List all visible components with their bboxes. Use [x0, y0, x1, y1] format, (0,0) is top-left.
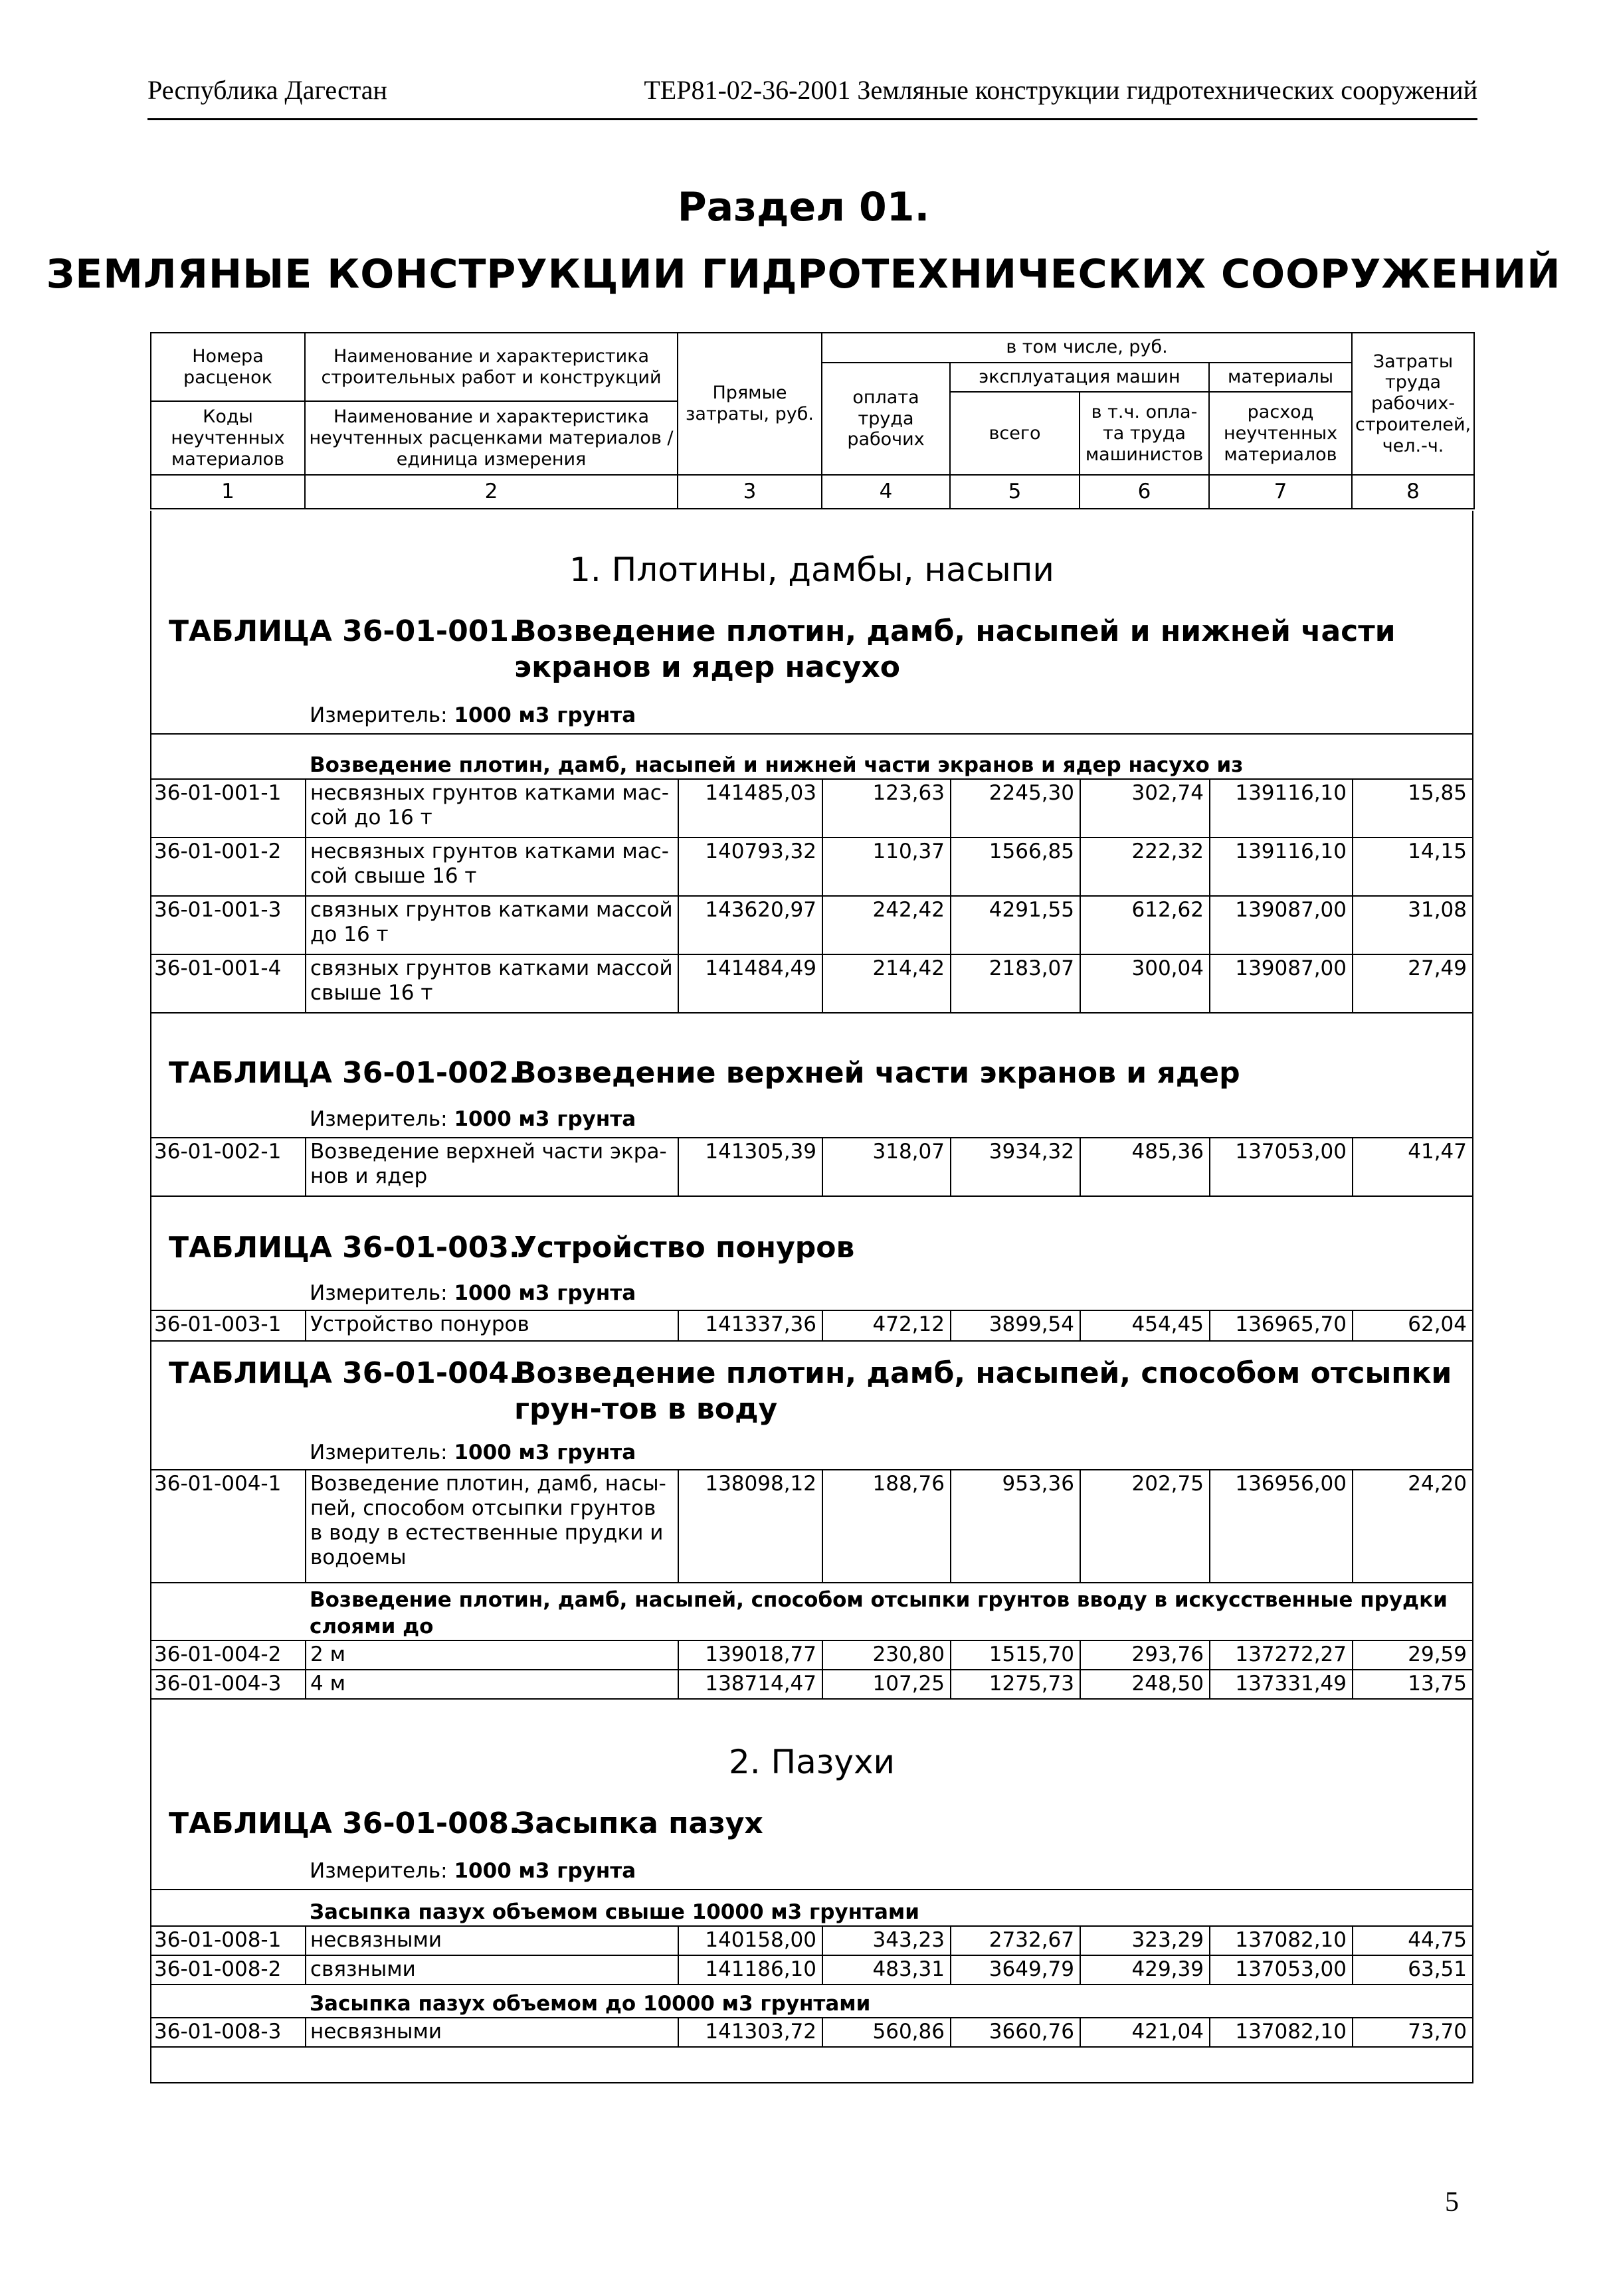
table-title — [169, 1230, 1471, 1266]
rate-code: 36-01-008-2 — [151, 1955, 306, 1985]
running-header — [147, 66, 1477, 120]
direct-costs: 140793,32 — [678, 838, 822, 896]
machines-labor: 302,74 — [1080, 779, 1210, 838]
table-row — [151, 1138, 1472, 1196]
materials: 137082,10 — [1210, 2018, 1353, 2047]
rate-name: Возведение верхней части экра-нов и ядер — [306, 1138, 678, 1196]
table-title — [169, 1356, 1471, 1429]
rate-code: 36-01-008-1 — [151, 1926, 306, 1955]
rate-code: 36-01-004-2 — [151, 1640, 306, 1670]
table-row — [151, 2018, 1472, 2047]
header-name-top: Наименование и характеристика строительных работ и конструкций — [305, 333, 678, 401]
rate-name: Устройство понуров — [306, 1310, 678, 1341]
header-machines-labor: в т.ч. опла-та труда машинистов — [1080, 392, 1209, 475]
machines-total: 1566,85 — [951, 838, 1080, 896]
machines-labor: 485,36 — [1080, 1138, 1210, 1196]
measure-label: Измеритель: — [310, 703, 448, 727]
materials: 137082,10 — [1210, 1926, 1353, 1955]
table-row — [151, 1310, 1472, 1341]
rate-code: 36-01-004-1 — [151, 1470, 306, 1583]
machines-total: 4291,55 — [951, 896, 1080, 954]
labor-hours: 24,20 — [1353, 1470, 1472, 1583]
table-row — [151, 896, 1472, 954]
group-title: 1. Плотины, дамбы, насыпи — [569, 551, 1054, 589]
table-code: ТАБЛИЦА 36-01-001. — [169, 614, 520, 648]
table-code: ТАБЛИЦА 36-01-008. — [169, 1807, 520, 1840]
rate-name: несвязных грунтов катками мас-сой до 16 т — [306, 779, 678, 838]
rate-name: несвязными — [306, 1926, 678, 1955]
rate-name: несвязных грунтов катками мас-сой свыше 16 т — [306, 838, 678, 896]
header-labor-pay: оплата труда рабочих — [822, 363, 950, 476]
section-label: Раздел 01. — [677, 184, 930, 230]
document-title: ТЕР81-02-36-2001 Земляные конструкции гидротехнических сооружений — [644, 75, 1477, 105]
machines-labor: 429,39 — [1080, 1955, 1210, 1985]
direct-costs: 141485,03 — [678, 779, 822, 838]
header-materials: материалы — [1209, 363, 1352, 393]
divider — [151, 733, 1472, 735]
machines-total: 953,36 — [951, 1470, 1080, 1583]
header-direct-costs: Прямые затраты, руб. — [678, 333, 822, 475]
table-row — [151, 1640, 1472, 1670]
direct-costs: 141337,36 — [678, 1310, 822, 1341]
labor-pay: 318,07 — [822, 1138, 951, 1196]
machines-total: 3660,76 — [951, 2018, 1080, 2047]
machines-total: 3934,32 — [951, 1138, 1080, 1196]
column-number: 5 — [950, 475, 1080, 509]
labor-pay: 123,63 — [822, 779, 951, 838]
materials: 137272,27 — [1210, 1640, 1353, 1670]
header-machines-total: всего — [950, 392, 1080, 475]
column-header-table — [150, 332, 1475, 509]
table-title — [169, 1806, 1471, 1842]
measure-label: Измеритель: — [310, 1441, 448, 1464]
direct-costs: 138098,12 — [678, 1470, 822, 1583]
table-name: Засыпка пазух — [514, 1807, 763, 1840]
table-row — [151, 1470, 1472, 1583]
rate-name: Возведение плотин, дамб, насы-пей, способом отсыпки грунтов в воду в естественные прудки и водоемы — [306, 1470, 678, 1583]
direct-costs: 141305,39 — [678, 1138, 822, 1196]
materials: 139087,00 — [1210, 896, 1353, 954]
column-number: 3 — [678, 475, 822, 509]
machines-labor: 293,76 — [1080, 1640, 1210, 1670]
measure — [310, 1859, 636, 1883]
labor-pay: 242,42 — [822, 896, 951, 954]
rates-table — [151, 778, 1472, 1014]
subheader: Засыпка пазух объемом свыше 10000 м3 грунтами — [310, 1900, 919, 1924]
labor-hours: 63,51 — [1353, 1955, 1472, 1985]
table-code: ТАБЛИЦА 36-01-003. — [169, 1231, 520, 1265]
header-materials-unaccounted: расход неучтенных материалов — [1209, 392, 1352, 475]
rate-code: 36-01-001-2 — [151, 838, 306, 896]
labor-hours: 15,85 — [1353, 779, 1472, 838]
labor-pay: 483,31 — [822, 1955, 951, 1985]
labor-pay: 107,25 — [822, 1670, 951, 1699]
direct-costs: 140158,00 — [678, 1926, 822, 1955]
machines-labor: 612,62 — [1080, 896, 1210, 954]
table-row — [151, 838, 1472, 896]
measure-value: 1000 м3 грунта — [454, 1441, 636, 1464]
table-name: Возведение верхней части экранов и ядер — [514, 1056, 1240, 1090]
table-row — [151, 1670, 1472, 1699]
rate-code: 36-01-001-4 — [151, 954, 306, 1013]
machines-total: 2183,07 — [951, 954, 1080, 1013]
machines-total: 1515,70 — [951, 1640, 1080, 1670]
measure-value: 1000 м3 грунта — [454, 703, 636, 727]
rate-code: 36-01-001-3 — [151, 896, 306, 954]
materials: 139087,00 — [1210, 954, 1353, 1013]
region-label: Республика Дагестан — [147, 75, 387, 105]
measure — [310, 703, 636, 727]
header-including: в том числе, руб. — [822, 333, 1352, 363]
measure — [310, 1281, 636, 1305]
table-row — [151, 1955, 1472, 1985]
measure-value: 1000 м3 грунта — [454, 1859, 636, 1883]
machines-total: 3899,54 — [951, 1310, 1080, 1341]
labor-pay: 472,12 — [822, 1310, 951, 1341]
rates-table — [151, 2017, 1472, 2048]
machines-total: 1275,73 — [951, 1670, 1080, 1699]
machines-labor: 421,04 — [1080, 2018, 1210, 2047]
table-row — [151, 954, 1472, 1013]
labor-pay: 188,76 — [822, 1470, 951, 1583]
rates-table — [151, 1925, 1472, 1985]
divider — [151, 1889, 1472, 1890]
group-title: 2. Пазухи — [728, 1743, 896, 1781]
column-number: 6 — [1080, 475, 1209, 509]
direct-costs: 141303,72 — [678, 2018, 822, 2047]
table-code: ТАБЛИЦА 36-01-002. — [169, 1056, 520, 1090]
labor-hours: 41,47 — [1353, 1138, 1472, 1196]
materials: 137331,49 — [1210, 1670, 1353, 1699]
table-row — [151, 779, 1472, 838]
rates-table — [151, 1137, 1472, 1197]
measure-value: 1000 м3 грунта — [454, 1281, 636, 1305]
column-number: 4 — [822, 475, 950, 509]
section-title: ЗЕМЛЯНЫЕ КОНСТРУКЦИИ ГИДРОТЕХНИЧЕСКИХ СООРУЖЕНИЙ — [46, 251, 1561, 298]
direct-costs: 139018,77 — [678, 1640, 822, 1670]
rate-code: 36-01-001-1 — [151, 779, 306, 838]
measure-label: Измеритель: — [310, 1281, 448, 1305]
direct-costs: 138714,47 — [678, 1670, 822, 1699]
header-labor-costs: Затраты труда рабочих-строителей, чел.-ч. — [1352, 333, 1474, 475]
measure — [310, 1107, 636, 1131]
materials: 136965,70 — [1210, 1310, 1353, 1341]
direct-costs: 141484,49 — [678, 954, 822, 1013]
labor-pay: 214,42 — [822, 954, 951, 1013]
rate-name: связными — [306, 1955, 678, 1985]
machines-labor: 222,32 — [1080, 838, 1210, 896]
labor-hours: 29,59 — [1353, 1640, 1472, 1670]
table-row — [151, 1926, 1472, 1955]
machines-labor: 202,75 — [1080, 1470, 1210, 1583]
labor-pay: 343,23 — [822, 1926, 951, 1955]
labor-pay: 110,37 — [822, 838, 951, 896]
labor-hours: 14,15 — [1353, 838, 1472, 896]
rate-name: несвязными — [306, 2018, 678, 2047]
labor-hours: 13,75 — [1353, 1670, 1472, 1699]
machines-total: 2732,67 — [951, 1926, 1080, 1955]
price-table-body — [150, 511, 1473, 2083]
subheader: Возведение плотин, дамб, насыпей и нижней части экранов и ядер насухо из — [310, 753, 1244, 777]
materials: 139116,10 — [1210, 779, 1353, 838]
labor-pay: 560,86 — [822, 2018, 951, 2047]
machines-labor: 454,45 — [1080, 1310, 1210, 1341]
machines-labor: 300,04 — [1080, 954, 1210, 1013]
labor-hours: 27,49 — [1353, 954, 1472, 1013]
column-number: 1 — [151, 475, 305, 509]
materials: 136956,00 — [1210, 1470, 1353, 1583]
rates-table — [151, 1469, 1472, 1583]
rate-name: связных грунтов катками массой свыше 16 т — [306, 954, 678, 1013]
table-code: ТАБЛИЦА 36-01-004. — [169, 1356, 520, 1390]
column-number: 7 — [1209, 475, 1352, 509]
machines-total: 3649,79 — [951, 1955, 1080, 1985]
column-number: 8 — [1352, 475, 1474, 509]
direct-costs: 141186,10 — [678, 1955, 822, 1985]
labor-pay: 230,80 — [822, 1640, 951, 1670]
table-name: Возведение плотин, дамб, насыпей и нижней части экранов и ядер насухо — [514, 614, 1396, 684]
rate-name: 4 м — [306, 1670, 678, 1699]
direct-costs: 143620,97 — [678, 896, 822, 954]
labor-hours: 31,08 — [1353, 896, 1472, 954]
materials: 139116,10 — [1210, 838, 1353, 896]
header-codes-bottom: Коды неучтенных материалов — [151, 401, 305, 475]
rate-code: 36-01-003-1 — [151, 1310, 306, 1341]
measure-label: Измеритель: — [310, 1107, 448, 1131]
header-name-bottom: Наименование и характеристика неучтенных расценками материалов / единица измерения — [305, 401, 678, 475]
materials: 137053,00 — [1210, 1138, 1353, 1196]
measure-value: 1000 м3 грунта — [454, 1107, 636, 1131]
machines-labor: 323,29 — [1080, 1926, 1210, 1955]
machines-labor: 248,50 — [1080, 1670, 1210, 1699]
header-machines: эксплуатация машин — [950, 363, 1209, 393]
rate-code: 36-01-008-3 — [151, 2018, 306, 2047]
column-number-row — [151, 475, 1474, 509]
labor-hours: 62,04 — [1353, 1310, 1472, 1341]
column-number: 2 — [305, 475, 678, 509]
table-title — [169, 1055, 1471, 1091]
page-number: 5 — [1445, 2187, 1459, 2218]
rate-name: связных грунтов катками массой до 16 т — [306, 896, 678, 954]
rate-code: 36-01-002-1 — [151, 1138, 306, 1196]
measure-label: Измеритель: — [310, 1859, 448, 1883]
rates-table — [151, 1310, 1472, 1342]
rates-table — [151, 1640, 1472, 1700]
labor-hours: 73,70 — [1353, 2018, 1472, 2047]
materials: 137053,00 — [1210, 1955, 1353, 1985]
rate-name: 2 м — [306, 1640, 678, 1670]
table-title — [169, 614, 1471, 687]
subheader: Засыпка пазух объемом до 10000 м3 грунтами — [310, 1992, 871, 2016]
header-codes-top: Номера расценок — [151, 333, 305, 401]
measure — [310, 1441, 636, 1464]
machines-total: 2245,30 — [951, 779, 1080, 838]
rate-code: 36-01-004-3 — [151, 1670, 306, 1699]
table-name: Возведение плотин, дамб, насыпей, способом отсыпки грун-тов в воду — [514, 1356, 1452, 1426]
labor-hours: 44,75 — [1353, 1926, 1472, 1955]
table-name: Устройство понуров — [514, 1231, 855, 1265]
subheader: Возведение плотин, дамб, насыпей, способом отсыпки грунтов вводу в искусственные прудки слоями до — [310, 1588, 1448, 1638]
